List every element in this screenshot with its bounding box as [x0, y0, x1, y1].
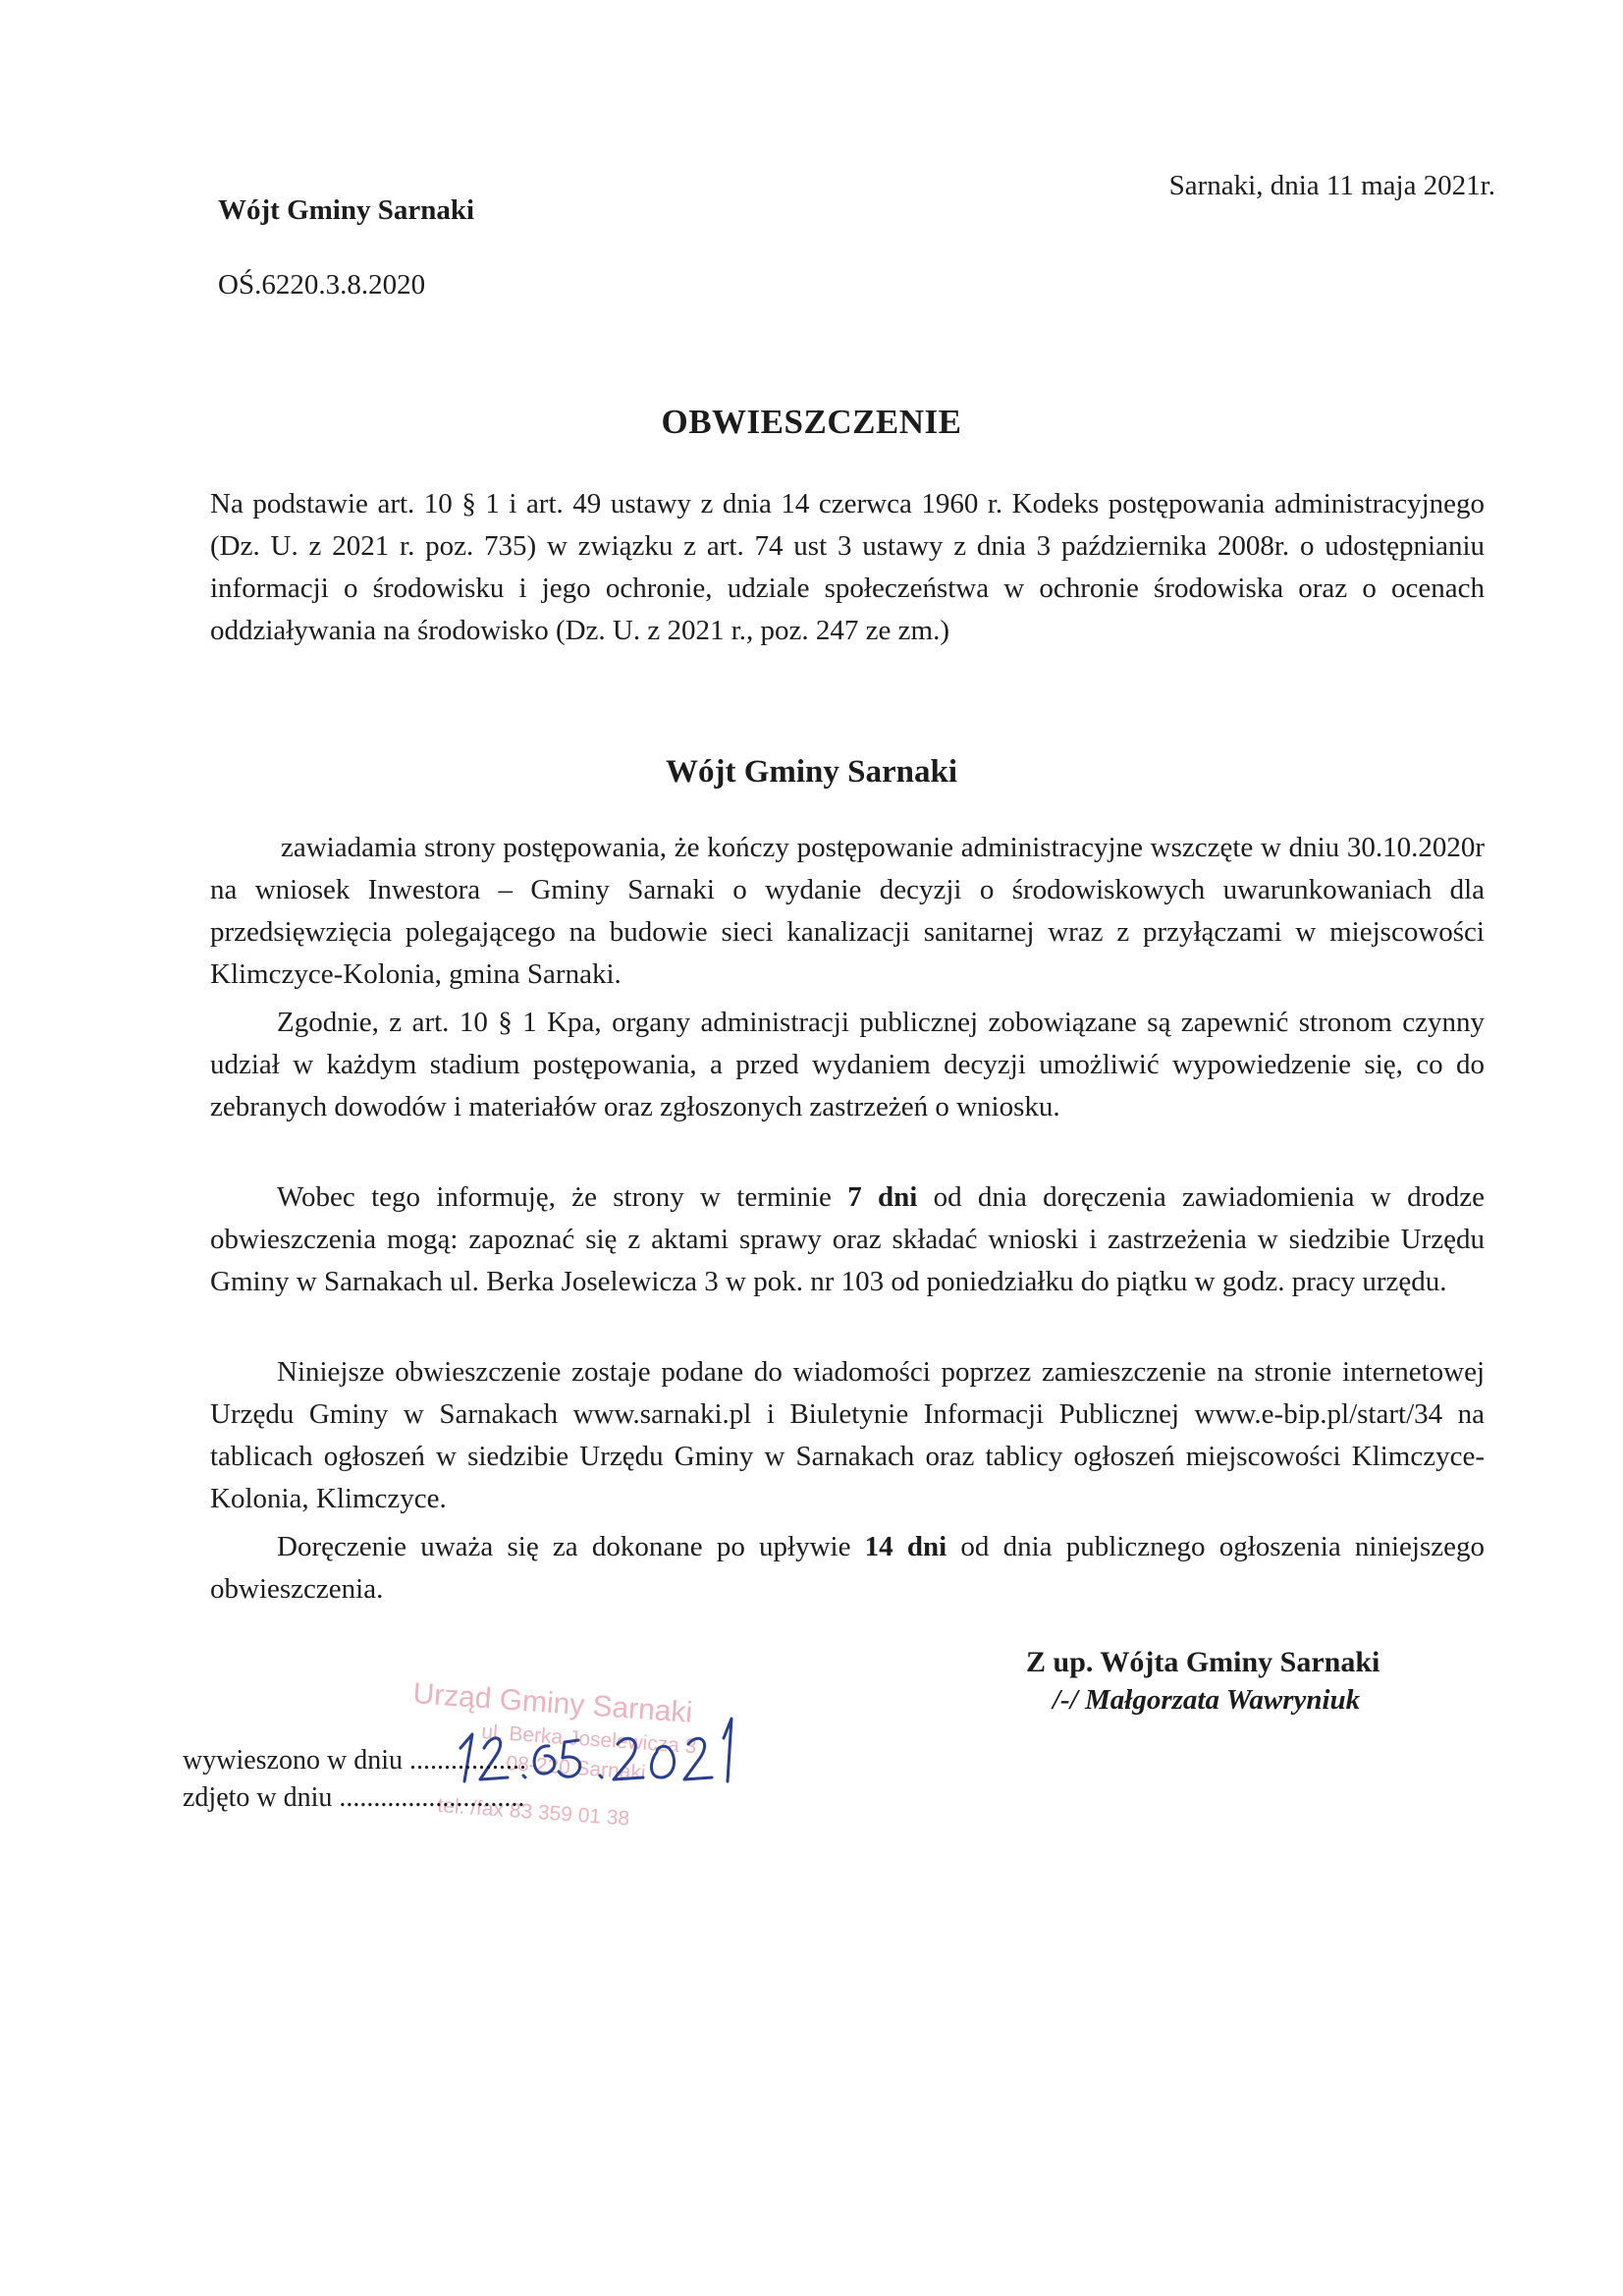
legal-basis-paragraph: Na podstawie art. 10 § 1 i art. 49 ustawy z dnia 14 czerwca 1960 r. Kodeks postępowania administracyjnego (Dz. U. z 2021 r. poz. 735) w związku z art. 74 ust 3 ustawy z dnia 3 października 2008r. o udostępnianiu informacji o środowisku i jego ochronie, udziale społeczeństwa w ochronie środowiska oraz o ocenach oddziaływania na środowisko (Dz. U. z 2021 r., poz. 247 ze zm.): [210, 488, 1485, 646]
document-title: OBWIESZCZENIE: [661, 403, 962, 441]
deadline-paragraph: [210, 1176, 1485, 1303]
removed-on-date: zdjęto w dniu ...........................: [183, 1782, 525, 1813]
publication-paragraph: Niniejsze obwieszczenie zostaje podane do wiadomości poprzez zamieszczenie na stronie internetowej Urzędu Gminy w Sarnakach www.sarnaki.pl i Biuletynie Informacji Publicznej www.e-bip.pl/start/34 na tablicach ogłoszeń w siedzibie Urzędu Gminy w Sarnakach oraz tablicy ogłoszeń miejscowości Klimczyce-Kolonia, Klimczyce.: [210, 1356, 1485, 1514]
deadline-text-end: od dnia doręczenia zawiadomienia w drodze obwieszczenia mogą: zapoznać się z aktami sprawy oraz składać wnioski i zastrzeżenia w siedzibie Urzędu Gminy w Sarnakach ul. Berka Joselewicza 3 w pok. nr 103 od poniedziałku do piątku w godz. pracy urzędu.: [210, 1181, 1485, 1297]
signature-name: /-/ Małgorzata Wawryniuk: [1053, 1684, 1361, 1716]
delivery-text-start: Doręczenie uważa się za dokonane po upływie: [277, 1531, 865, 1562]
issuer-heading: Wójt Gminy Sarnaki: [218, 194, 475, 226]
svg-text:08-220 Sarnaki: 08-220 Sarnaki: [505, 1752, 647, 1784]
svg-text:Urząd Gminy Sarnaki: Urząd Gminy Sarnaki: [411, 1677, 694, 1729]
signature-title: Z up. Wójta Gminy Sarnaki: [1026, 1646, 1380, 1678]
reference-number: OŚ.6220.3.8.2020: [218, 269, 426, 301]
deadline-days: 7 dni: [847, 1181, 918, 1213]
delivery-paragraph: [210, 1526, 1485, 1611]
svg-text:ul. Berka Joselewicza 3: ul. Berka Joselewicza 3: [480, 1721, 698, 1759]
posted-on-date: wywieszono w dniu .................: [183, 1745, 526, 1776]
delivery-text-end: od dnia publicznego ogłoszenia niniejszego obwieszczenia.: [210, 1531, 1485, 1605]
issuer-subject-heading: Wójt Gminy Sarnaki: [665, 754, 958, 790]
delivery-days: 14 dni: [864, 1531, 947, 1562]
rights-paragraph: Zgodnie, z art. 10 § 1 Kpa, organy administracji publicznej zobowiązane są zapewnić stronom czynny udział w każdym stadium postępowania, a przed wydaniem decyzji umożliwić wypowiedzenie się, co do zebranych dowodów i materiałów oraz zgłoszonych zastrzeżeń o wniosku.: [210, 1007, 1485, 1122]
svg-text:tel. /fax 83 359 01 38: tel. /fax 83 359 01 38: [436, 1794, 630, 1831]
place-and-date: Sarnaki, dnia 11 maja 2021r.: [1168, 170, 1495, 201]
deadline-text-start: Wobec tego informuję, że strony w terminie: [277, 1181, 848, 1213]
notice-paragraph: zawiadamia strony postępowania, że kończy postępowanie administracyjne wszczęte w dniu 30.10.2020r na wniosek Inwestora – Gminy Sarnaki o wydanie decyzji o środowiskowych uwarunkowaniach dla przedsięwzięcia polegającego na budowie sieci kanalizacji sanitarnej wraz z przyłączami w miejscowości Klimczyce-Kolonia, gmina Sarnaki.: [210, 832, 1485, 990]
